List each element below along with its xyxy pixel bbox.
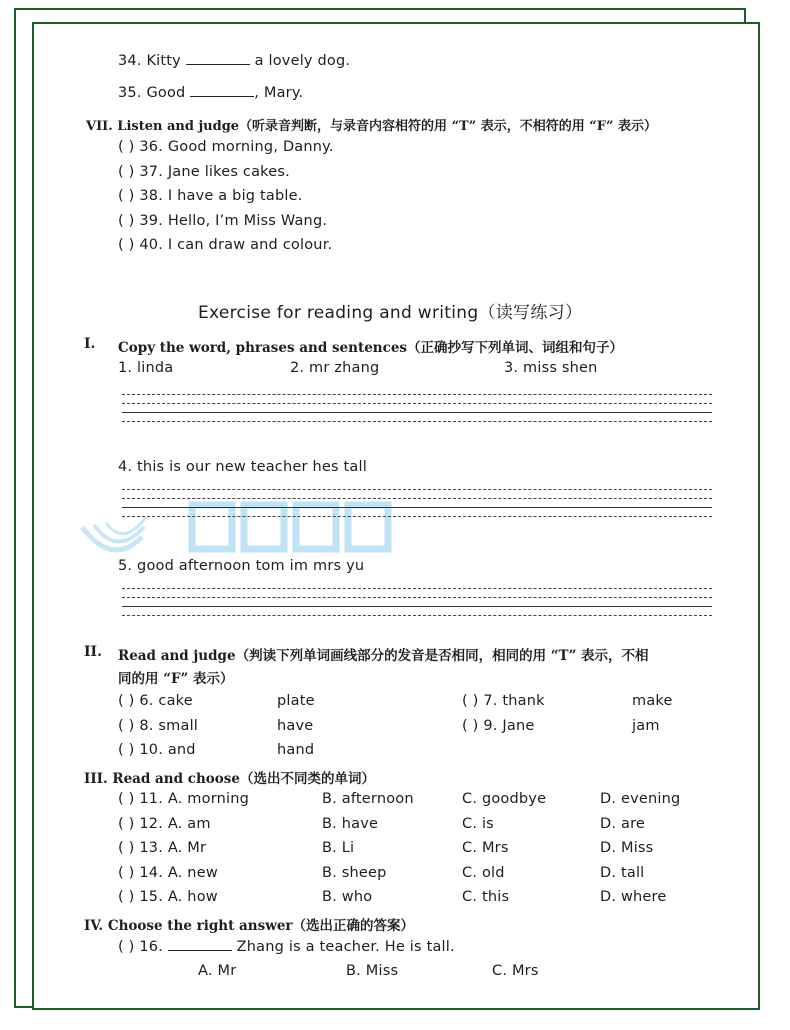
judge-word-b: hand <box>277 742 315 758</box>
judge-word-b: plate <box>277 693 315 709</box>
option-d: D. tall <box>600 865 645 881</box>
choose-row <box>118 816 211 832</box>
option-d: D. where <box>600 889 667 905</box>
item-number: 7. <box>483 693 498 709</box>
option-a: A. how <box>167 889 218 905</box>
writing-lines-2[interactable] <box>122 489 712 525</box>
option-b: B. afternoon <box>322 791 414 807</box>
option-d: D. evening <box>600 791 681 807</box>
item-number: 14. <box>139 865 164 881</box>
listen-item <box>118 188 303 204</box>
option-a: A. new <box>167 865 218 881</box>
answer-blank-34[interactable] <box>186 52 250 65</box>
q34-label: 34. Kitty <box>118 53 181 69</box>
question-34 <box>118 52 350 69</box>
answer-paren[interactable]: ( ) <box>118 213 135 229</box>
question-16 <box>118 938 455 955</box>
q34-text: a lovely dog. <box>254 53 351 69</box>
option-d: D. are <box>600 816 646 832</box>
word-a: thank <box>502 693 545 709</box>
judge-word-b: have <box>277 718 314 734</box>
option-b: B. who <box>322 889 373 905</box>
answer-paren[interactable]: ( ) <box>462 718 479 734</box>
item-number: 16. <box>139 939 164 955</box>
judge-word-b: jam <box>632 718 660 734</box>
section-iv-title: IV. Choose the right answer（选出正确的答案） <box>84 918 415 934</box>
answer-paren[interactable]: ( ) <box>118 865 135 881</box>
listen-item <box>118 164 290 180</box>
section-ii-title: Read and judge（判读下列单词画线部分的发音是否相同，相同的用 “T” 表示，不相 <box>118 648 649 664</box>
answer-paren[interactable]: ( ) <box>118 889 135 905</box>
answer-paren[interactable]: ( ) <box>118 139 135 155</box>
option-c: C. this <box>462 889 510 905</box>
item-number: 6. <box>139 693 154 709</box>
worksheet-page <box>32 22 760 1010</box>
option-c: C. is <box>462 816 494 832</box>
section-i-number: I. <box>84 336 96 352</box>
section-ii-title-cont: 同的用 “F” 表示） <box>118 671 234 687</box>
q16-text: Zhang is a teacher. He is tall. <box>236 939 455 955</box>
section-ii-number: II. <box>84 644 102 660</box>
choose-row <box>118 889 218 905</box>
listen-item <box>118 237 332 253</box>
item-text: 37. Jane likes cakes. <box>139 164 290 180</box>
copy-item-4: 4. this is our new teacher hes tall <box>118 459 367 475</box>
option-c: C. Mrs <box>492 963 539 979</box>
answer-blank-35[interactable] <box>190 84 254 97</box>
option-c: C. old <box>462 865 505 881</box>
choose-row <box>118 865 218 881</box>
option-c: C. goodbye <box>462 791 547 807</box>
answer-paren[interactable]: ( ) <box>462 693 479 709</box>
answer-paren[interactable]: ( ) <box>118 840 135 856</box>
writing-lines-3[interactable] <box>122 588 712 624</box>
writing-lines-1[interactable] <box>122 394 712 430</box>
option-b: B. Miss <box>346 963 399 979</box>
option-c: C. Mrs <box>462 840 509 856</box>
judge-item <box>118 693 193 709</box>
item-text: 40. I can draw and colour. <box>139 237 333 253</box>
item-text: 36. Good morning, Danny. <box>139 139 334 155</box>
option-a: A. am <box>167 816 211 832</box>
item-number: 15. <box>139 889 164 905</box>
answer-paren[interactable]: ( ) <box>118 237 135 253</box>
judge-item <box>118 742 196 758</box>
item-number: 9. <box>483 718 498 734</box>
word-a: and <box>167 742 196 758</box>
judge-item <box>462 693 545 709</box>
word-a: small <box>158 718 199 734</box>
question-35 <box>118 84 303 101</box>
option-b: B. sheep <box>322 865 387 881</box>
judge-item <box>462 718 534 734</box>
item-number: 8. <box>139 718 154 734</box>
option-a: A. Mr <box>167 840 207 856</box>
answer-paren[interactable]: ( ) <box>118 816 135 832</box>
item-number: 10. <box>139 742 164 758</box>
option-a: A. morning <box>167 791 250 807</box>
judge-word-b: make <box>632 693 673 709</box>
answer-paren[interactable]: ( ) <box>118 718 135 734</box>
answer-paren[interactable]: ( ) <box>118 164 135 180</box>
option-d: D. Miss <box>600 840 654 856</box>
item-number: 11. <box>139 791 164 807</box>
option-b: B. have <box>322 816 379 832</box>
q35-text: , Mary. <box>254 85 304 101</box>
item-number: 13. <box>139 840 164 856</box>
section-vii-title: VII. Listen and judge（听录音判断，与录音内容相符的用 “T” 表示，不相符的用 “F” 表示） <box>86 119 657 134</box>
item-text: 38. I have a big table. <box>139 188 303 204</box>
answer-paren[interactable]: ( ) <box>118 188 135 204</box>
choose-row <box>118 840 206 856</box>
option-a: A. Mr <box>198 963 237 979</box>
judge-item <box>118 718 198 734</box>
listen-item <box>118 139 334 155</box>
option-b: B. Li <box>322 840 355 856</box>
copy-item-1: 1. linda <box>118 360 174 376</box>
item-number: 12. <box>139 816 164 832</box>
copy-item-5: 5. good afternoon tom im mrs yu <box>118 558 365 574</box>
section-iii-title: III. Read and choose（选出不同类的单词） <box>84 771 375 787</box>
section-i-title: Copy the word, phrases and sentences（正确抄写下列单词、词组和句子） <box>118 340 624 356</box>
answer-paren[interactable]: ( ) <box>118 791 135 807</box>
listen-item <box>118 213 327 229</box>
answer-paren[interactable]: ( ) <box>118 693 135 709</box>
copy-item-3: 3. miss shen <box>504 360 598 376</box>
item-text: 39. Hello, I’m Miss Wang. <box>139 213 328 229</box>
answer-paren[interactable]: ( ) <box>118 742 135 758</box>
q35-label: 35. Good <box>118 85 186 101</box>
choose-row <box>118 791 249 807</box>
copy-item-2: 2. mr zhang <box>290 360 380 376</box>
word-a: Jane <box>502 718 535 734</box>
answer-paren[interactable]: ( ) <box>118 939 135 955</box>
answer-blank-16[interactable] <box>168 938 232 951</box>
exercise-title: Exercise for reading and writing（读写练习） <box>198 303 583 323</box>
word-a: cake <box>158 693 193 709</box>
